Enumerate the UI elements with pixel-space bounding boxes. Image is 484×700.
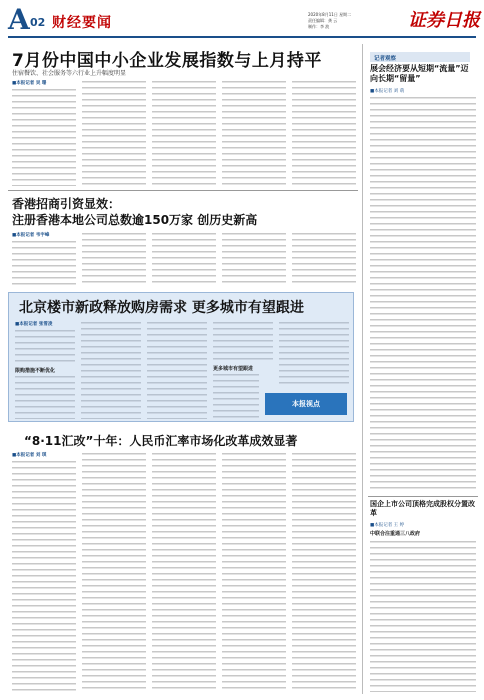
sidebar-title-2: 国企上市公司顶格完成股权分置改革 — [370, 500, 475, 517]
article1-col3 — [152, 80, 216, 186]
section-number: 02 — [30, 16, 46, 29]
article1-col5 — [292, 80, 356, 186]
article2-title — [12, 196, 257, 228]
article4-col1 — [12, 460, 76, 692]
sidebar-divider — [362, 44, 363, 694]
feature-col2 — [81, 321, 141, 419]
sidebar-byline-2: ■本报记者 王 婷 — [370, 523, 405, 528]
brand-logo: 证券日报 — [408, 10, 480, 31]
article2-col1 — [12, 240, 76, 286]
article2-body — [12, 232, 358, 286]
article1-col2 — [82, 80, 146, 186]
recorder-box: 本报视点 — [265, 393, 347, 415]
article1-title: 7月份中国中小企业发展指数与上月持平 — [12, 51, 322, 71]
sidebar-divider-h — [368, 496, 478, 497]
header-meta — [308, 12, 351, 30]
article2-col3 — [152, 232, 216, 286]
sidebar-tag: 记者观察 — [370, 52, 470, 62]
article2-byline: ■本报记者 韦宇峰 — [12, 233, 50, 238]
article4-body — [12, 452, 358, 692]
header-rule — [8, 36, 476, 38]
feature-col3 — [147, 321, 207, 419]
header-date: 2020年8月11日 星期二 — [308, 12, 352, 17]
article2-col4 — [222, 232, 286, 286]
article4-col5 — [292, 452, 356, 692]
feature-col4b — [213, 373, 259, 419]
sidebar-body — [370, 96, 476, 492]
article4-col4 — [222, 452, 286, 692]
feature-col4a — [213, 321, 273, 361]
feature-subhead-1: 限购措施不断优化 — [15, 368, 56, 374]
section-title: 财经要闻 — [52, 15, 112, 31]
feature-subhead-2: 更多城市有望跟进 — [213, 366, 254, 372]
article4-col3 — [152, 452, 216, 692]
article1-body — [12, 80, 358, 186]
article1-subtitle: 住宿餐饮、社会服务等六行业上升幅度明显 — [12, 70, 127, 77]
divider-1 — [8, 190, 358, 191]
article4-col2 — [82, 452, 146, 692]
article2-col2 — [82, 232, 146, 286]
sidebar-sub-2: 中联合注重通三八政府 — [370, 531, 421, 537]
page-header — [0, 0, 484, 48]
sidebar-title: 展会经济要从短期“流量”迈向长期“留量” — [370, 64, 469, 83]
sidebar-body-2 — [370, 540, 476, 692]
feature-title: 北京楼市新政释放购房需求 更多城市有望跟进 — [19, 300, 304, 316]
article2-title-line2: 注册香港本地公司总数逾150万家 创历史新高 — [12, 213, 258, 227]
sidebar-byline: ■本报记者 刘 萌 — [370, 89, 405, 94]
feature-col1b — [15, 375, 75, 419]
article4-byline: ■本报记者 刘 琪 — [12, 453, 47, 458]
article1-byline: ■本报记者 吴 珊 — [12, 81, 47, 86]
article1-col1 — [12, 88, 76, 186]
section-letter: A — [8, 3, 30, 36]
feature-byline: ■本报记者 张雪凌 — [15, 322, 53, 327]
feature-col5 — [279, 321, 349, 387]
article4-title: “8·11汇改”十年：人民币汇率市场化改革成效显著 — [24, 434, 298, 448]
article2-title-line1: 香港招商引资显效： — [12, 197, 121, 211]
article1-col4 — [222, 80, 286, 186]
header-editor: 责任编辑：龚 云 — [308, 18, 338, 23]
feature-article — [8, 292, 354, 422]
article2-col5 — [292, 232, 356, 286]
header-producer: 制作：李 波 — [308, 24, 330, 29]
feature-col1 — [15, 329, 75, 363]
